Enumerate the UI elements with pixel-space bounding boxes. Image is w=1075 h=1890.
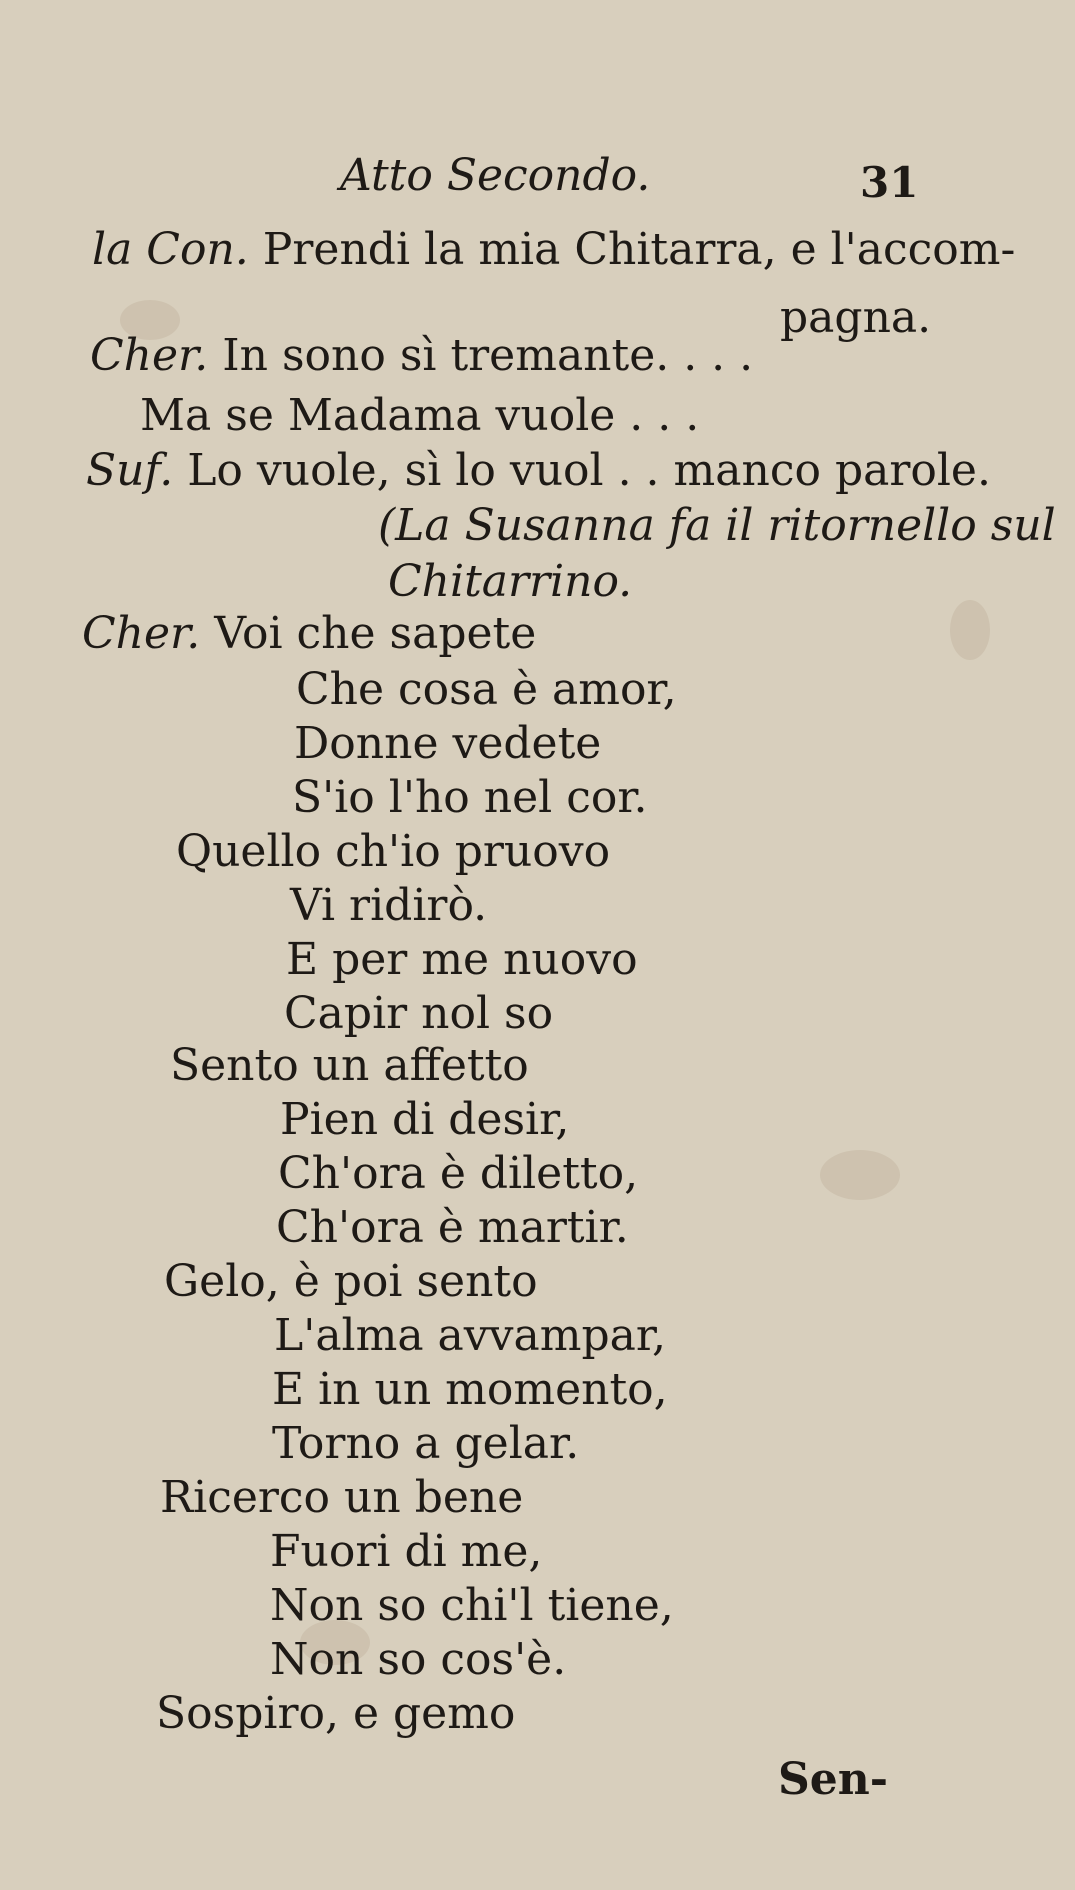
line-text: Vi ridirò. <box>290 880 488 931</box>
line-text: Torno a gelar. <box>272 1418 580 1469</box>
line-text: Gelo, è poi sento <box>164 1256 538 1307</box>
text-line <box>86 445 991 497</box>
catchword: Sen- <box>778 1754 889 1805</box>
text-line <box>140 390 699 442</box>
text-line <box>270 1526 542 1578</box>
text-line <box>170 1040 529 1092</box>
running-title: Atto Secondo. <box>340 150 651 201</box>
speaker-label: Suf. <box>86 445 174 496</box>
line-text: (La Susanna fa il ritornello sul <box>378 500 1056 551</box>
text-line <box>284 988 553 1040</box>
line-text: Fuori di me, <box>270 1526 543 1577</box>
text-line <box>292 772 648 824</box>
text-line <box>92 224 1015 276</box>
line-text: S'io l'ho nel cor. <box>292 772 648 823</box>
text-line <box>278 1148 638 1200</box>
text-line <box>160 1472 523 1524</box>
text-line <box>780 292 931 344</box>
page-number: 31 <box>860 158 919 207</box>
text-line <box>272 1364 668 1416</box>
text-line <box>276 1202 629 1254</box>
line-text: Pien di desir, <box>280 1094 570 1145</box>
line-text: L'alma avvampar, <box>274 1310 667 1361</box>
stage-direction <box>378 500 1056 552</box>
text-line <box>286 934 638 986</box>
line-text: E per me nuovo <box>286 934 638 985</box>
line-text: Ricerco un bene <box>160 1472 524 1523</box>
line-text: Non so chi'l tiene, <box>270 1580 674 1631</box>
line-text: Sento un affetto <box>170 1040 529 1091</box>
speaker-label: Cher. <box>82 608 201 659</box>
line-text: Ch'ora è diletto, <box>278 1148 639 1199</box>
line-text: Sospiro, e gemo <box>156 1688 516 1739</box>
paper-stain <box>950 600 990 660</box>
line-text: Capir nol so <box>284 988 554 1039</box>
text-line <box>270 1580 674 1632</box>
line-text: Non so cos'è. <box>270 1634 567 1685</box>
text-line <box>156 1688 515 1740</box>
text-line <box>176 826 610 878</box>
stage-direction <box>388 556 632 608</box>
line-text: Lo vuole, sì lo vuol . . manco parole. <box>187 445 991 496</box>
line-text: Ch'ora è martir. <box>276 1202 629 1253</box>
text-line <box>90 330 753 382</box>
text-line <box>294 718 601 770</box>
text-line <box>164 1256 538 1308</box>
text-line <box>290 880 487 932</box>
text-line <box>82 608 536 660</box>
text-line <box>274 1310 666 1362</box>
speaker-label: la Con. <box>92 224 249 275</box>
line-text: Chitarrino. <box>388 556 633 607</box>
line-text: Donne vedete <box>294 718 602 769</box>
line-text: pagna. <box>780 292 932 343</box>
text-line <box>280 1094 569 1146</box>
text-line <box>296 664 677 716</box>
text-line <box>272 1418 579 1470</box>
line-text: In sono sì tremante. . . . <box>222 330 754 381</box>
line-text: Che cosa è amor, <box>296 664 677 715</box>
line-text: Ma se Madama vuole . . . <box>140 390 700 441</box>
line-text: Voi che sapete <box>214 608 537 659</box>
paper-stain <box>820 1150 900 1200</box>
line-text: Prendi la mia Chitarra, e l'accom- <box>262 224 1016 275</box>
line-text: E in un momento, <box>272 1364 668 1415</box>
line-text: Quello ch'io pruovo <box>176 826 611 877</box>
speaker-label: Cher. <box>90 330 209 381</box>
text-line <box>270 1634 566 1686</box>
